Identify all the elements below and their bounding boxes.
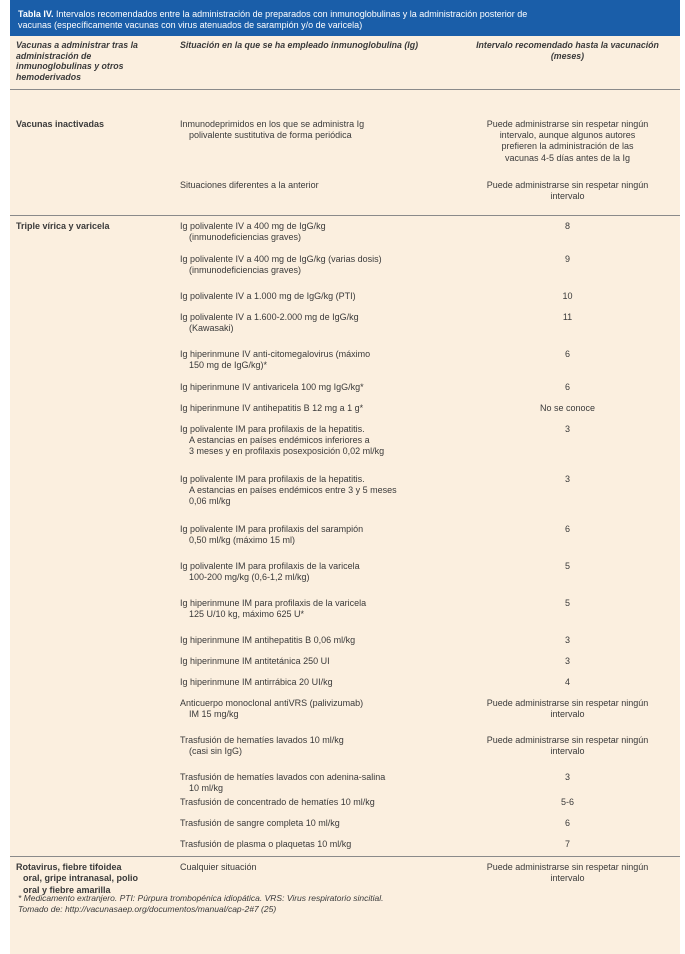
situation-cell — [180, 862, 450, 873]
situation-cell-line: 3 meses y en profilaxis posexposición 0,02 ml/kg — [189, 446, 385, 457]
footnote-source: Tomado de: http://vacunasaep.org/documentos/manual/cap-2#7 (25) — [18, 903, 277, 914]
interval-cell — [460, 403, 675, 414]
situation-cell — [180, 254, 450, 276]
interval-cell-line: Puede administrarse sin respetar ningún — [486, 862, 649, 872]
vaccine-group-label-line: oral y fiebre amarilla — [23, 884, 111, 895]
vaccine-group-label-line: Rotavirus, fiebre tifoidea — [16, 862, 122, 872]
table-header-row — [10, 36, 680, 90]
situation-cell — [180, 698, 450, 720]
interval-cell-line: 11 — [562, 312, 573, 322]
situation-cell — [180, 403, 450, 414]
interval-cell-line: Puede administrarse sin respetar ningún — [486, 735, 649, 745]
interval-cell-line: Puede administrarse sin respetar ningún — [486, 180, 649, 190]
situation-cell — [180, 772, 450, 794]
interval-cell-line: intervalo — [550, 873, 585, 884]
situation-cell — [180, 291, 450, 302]
interval-cell-line: 3 — [564, 474, 570, 484]
interval-cell — [460, 735, 675, 757]
situation-cell-line: (casi sin IgG) — [189, 746, 243, 757]
interval-cell-line: Puede administrarse sin respetar ningún — [486, 698, 649, 708]
interval-cell-line: 6 — [564, 349, 570, 359]
situation-cell — [180, 349, 450, 371]
situation-cell — [180, 382, 450, 393]
situation-cell — [180, 598, 450, 620]
situation-cell — [180, 677, 450, 688]
interval-cell — [460, 291, 675, 302]
situation-cell-line: A estancias en países endémicos entre 3 y 5 meses — [189, 485, 397, 496]
situation-cell — [180, 656, 450, 667]
interval-cell-line: 5-6 — [560, 797, 574, 807]
interval-cell-line: 7 — [564, 839, 570, 849]
group-divider — [10, 215, 680, 216]
interval-cell — [460, 818, 675, 829]
interval-cell — [460, 561, 675, 572]
header-vaccines: Vacunas a administrar tras la administración de inmunoglobulinas y otros hemoderivados — [16, 40, 138, 82]
situation-cell — [180, 635, 450, 646]
vaccine-group-label — [16, 862, 171, 896]
interval-cell-line: 3 — [564, 656, 570, 666]
situation-cell-line: 0,06 ml/kg — [189, 496, 231, 507]
interval-cell — [460, 254, 675, 265]
situation-cell — [180, 424, 450, 458]
situation-cell-line: Anticuerpo monoclonal antiVRS (palivizumab) — [180, 698, 364, 708]
situation-cell — [180, 524, 450, 546]
interval-cell — [460, 839, 675, 850]
interval-cell — [460, 862, 675, 884]
header-situation: Situación en la que se ha empleado inmunoglobulina (Ig) — [180, 40, 419, 50]
interval-cell-line: 8 — [564, 221, 570, 231]
situation-cell-line: 150 mg de IgG/kg)* — [189, 360, 268, 371]
header-interval: Intervalo recomendado hasta la vacunación (meses) — [476, 40, 659, 61]
situation-cell-line: Ig polivalente IV a 1.600-2.000 mg de IgG/kg — [180, 312, 359, 322]
interval-cell-line: No se conoce — [539, 403, 596, 413]
situation-cell-line: Ig polivalente IM para profilaxis de la varicela — [180, 561, 360, 571]
situation-cell — [180, 474, 450, 508]
situation-cell — [180, 119, 450, 141]
table-footnotes — [18, 893, 678, 914]
caption-title-line-2: vacunas (específicamente vacunas con virus atenuados de sarampión y/o de varicela) — [18, 20, 363, 30]
interval-cell-line: 3 — [564, 424, 570, 434]
interval-cell-line: 3 — [564, 635, 570, 645]
interval-cell-line: 6 — [564, 524, 570, 534]
interval-cell — [460, 635, 675, 646]
situation-cell-line: 0,50 ml/kg (máximo 15 ml) — [189, 535, 296, 546]
situation-cell — [180, 221, 450, 243]
interval-cell-line: 6 — [564, 382, 570, 392]
caption-label: Tabla IV. — [18, 9, 54, 19]
situation-cell-line: Ig hiperinmune IM para profilaxis de la varicela — [180, 598, 367, 608]
situation-cell-line: 10 ml/kg — [189, 783, 224, 794]
interval-cell-line: 3 — [564, 772, 570, 782]
situation-cell-line: IM 15 mg/kg — [189, 709, 239, 720]
situation-cell-line: polivalente sustitutiva de forma periódica — [189, 130, 352, 141]
interval-cell-line: 5 — [564, 561, 570, 571]
situation-cell-line: Inmunodeprimidos en los que se administra Ig — [180, 119, 365, 129]
situation-cell-line: Trasfusión de plasma o plaquetas 10 ml/kg — [180, 839, 352, 849]
interval-cell — [460, 312, 675, 323]
interval-cell-line: 4 — [564, 677, 570, 687]
situation-cell-line: Situaciones diferentes a la anterior — [180, 180, 319, 190]
vaccine-group-label — [16, 221, 171, 232]
interval-cell-line: 6 — [564, 818, 570, 828]
interval-cell — [460, 119, 675, 164]
interval-cell-line: Puede administrarse sin respetar ningún — [486, 119, 649, 129]
situation-cell — [180, 735, 450, 757]
situation-cell — [180, 312, 450, 334]
situation-cell-line: Ig hiperinmune IM antirrábica 20 UI/kg — [180, 677, 333, 687]
situation-cell-line: Cualquier situación — [180, 862, 257, 872]
interval-cell — [460, 474, 675, 485]
situation-cell-line: Ig hiperinmune IV antihepatitis B 12 mg a 1 g* — [180, 403, 364, 413]
situation-cell-line: Ig hiperinmune IM antitetánica 250 UI — [180, 656, 330, 666]
situation-cell — [180, 797, 450, 808]
interval-cell-line: 5 — [564, 598, 570, 608]
situation-cell-line: (inmunodeficiencias graves) — [189, 232, 302, 243]
interval-cell-line: intervalo, aunque algunos autores — [499, 130, 636, 141]
interval-cell — [460, 598, 675, 609]
situation-cell-line: Ig hiperinmune IV antivaricela 100 mg IgG/kg* — [180, 382, 364, 392]
situation-cell-line: A estancias en países endémicos inferiores a — [189, 435, 370, 446]
table-document — [10, 0, 680, 954]
interval-cell — [460, 221, 675, 232]
situation-cell-line: Ig polivalente IM para profilaxis de la hepatitis. — [180, 474, 365, 484]
situation-cell-line: Ig polivalente IM para profilaxis del sarampión — [180, 524, 364, 534]
interval-cell — [460, 382, 675, 393]
interval-cell — [460, 656, 675, 667]
interval-cell-line: 10 — [562, 291, 573, 301]
situation-cell-line: 125 U/10 kg, máximo 625 U* — [189, 609, 305, 620]
interval-cell-line: 9 — [564, 254, 570, 264]
situation-cell — [180, 180, 450, 191]
interval-cell — [460, 424, 675, 435]
group-divider — [10, 856, 680, 857]
table-caption — [10, 0, 680, 36]
interval-cell — [460, 677, 675, 688]
situation-cell-line: Trasfusión de hematíes lavados con adenina-salina — [180, 772, 386, 782]
situation-cell-line: 100-200 mg/kg (0,6-1,2 ml/kg) — [189, 572, 310, 583]
situation-cell-line: Ig hiperinmune IV anti-citomegalovirus (máximo — [180, 349, 371, 359]
interval-cell-line: vacunas 4-5 días antes de la Ig — [504, 152, 631, 163]
situation-cell-line: (inmunodeficiencias graves) — [189, 265, 302, 276]
situation-cell-line: (Kawasaki) — [189, 323, 234, 334]
vaccine-group-label-line: Vacunas inactivadas — [16, 119, 105, 129]
interval-cell-line: intervalo — [550, 191, 585, 202]
situation-cell-line: Ig polivalente IV a 400 mg de IgG/kg — [180, 221, 326, 231]
situation-cell-line: Ig polivalente IV a 400 mg de IgG/kg (varias dosis) — [180, 254, 382, 264]
footnote-abbreviations: * Medicamento extranjero. PTI: Púrpura trombopénica idiopática. VRS: Virus respiratorio sincitial. — [18, 893, 384, 903]
situation-cell-line: Trasfusión de concentrado de hematíes 10 ml/kg — [180, 797, 375, 807]
interval-cell — [460, 698, 675, 720]
interval-cell-line: intervalo — [550, 746, 585, 757]
vaccine-group-label — [16, 119, 171, 130]
situation-cell-line: Trasfusión de sangre completa 10 ml/kg — [180, 818, 340, 828]
situation-cell — [180, 839, 450, 850]
situation-cell-line: Trasfusión de hematíes lavados 10 ml/kg — [180, 735, 344, 745]
interval-cell — [460, 180, 675, 202]
interval-cell — [460, 349, 675, 360]
situation-cell-line: Ig hiperinmune IM antihepatitis B 0,06 ml/kg — [180, 635, 356, 645]
situation-cell-line: Ig polivalente IV a 1.000 mg de IgG/kg (PTI) — [180, 291, 356, 301]
interval-cell-line: intervalo — [550, 709, 585, 720]
situation-cell — [180, 561, 450, 583]
vaccine-group-label-line: oral, gripe intranasal, polio — [23, 873, 139, 884]
interval-cell — [460, 797, 675, 808]
interval-cell — [460, 524, 675, 535]
situation-cell-line: Ig polivalente IM para profilaxis de la hepatitis. — [180, 424, 365, 434]
interval-cell-line: prefieren la administración de las — [501, 141, 634, 152]
vaccine-group-label-line: Triple vírica y varicela — [16, 221, 110, 231]
situation-cell — [180, 818, 450, 829]
caption-title-line-1: Intervalos recomendados entre la administración de preparados con inmunoglobulinas y la administración posterior de — [53, 9, 528, 19]
interval-cell — [460, 772, 675, 783]
